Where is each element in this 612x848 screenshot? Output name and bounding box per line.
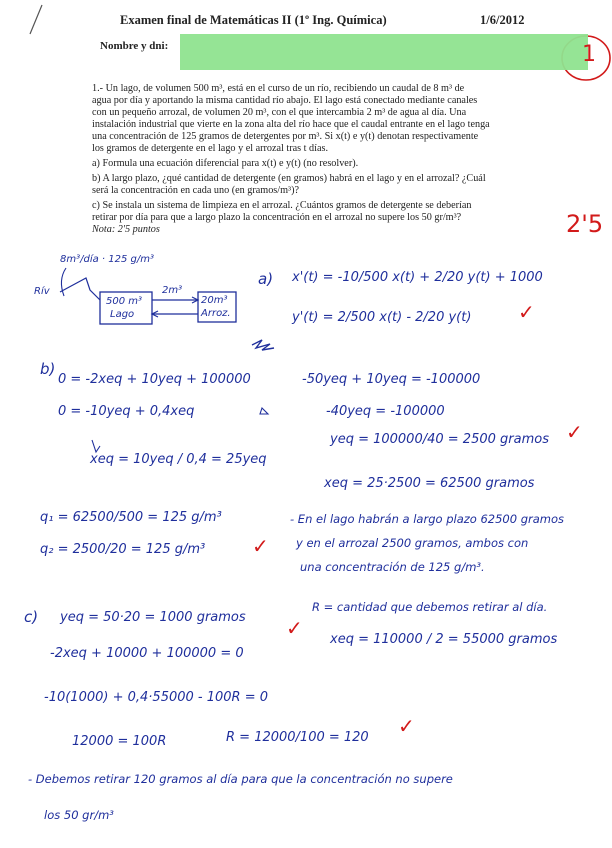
name-label: Nombre y dni: — [100, 40, 169, 52]
inflow-label: 8m³/día · 125 g/m³ — [60, 254, 155, 265]
paddy-name: Arroz. — [201, 308, 231, 319]
part-b-line3: xeq = 10yeq / 0,4 = 25yeq — [90, 452, 267, 467]
lake-name: Lago — [110, 309, 135, 320]
exam-title: Examen final de Matemáticas II (1º Ing. Química) — [120, 13, 387, 27]
intro-line: una concentración de 125 gramos de detergentes por m³. Si x(t) e y(t) denotan respectivamente — [92, 131, 479, 142]
intro-line: con un pequeño arrozal, de volumen 20 m³, con el que intercambia 2 m³ de agua al día. Una — [92, 107, 467, 118]
part-a-eq1: x'(t) = -10/500 x(t) + 2/20 y(t) + 1000 — [292, 270, 543, 285]
part-b-summary3: una concentración de 125 g/m³. — [300, 560, 485, 574]
part-b-conc1: q₁ = 62500/500 = 125 g/m³ — [40, 510, 222, 525]
part-c-r-definition: R = cantidad que debemos retirar al día. — [312, 600, 548, 614]
part-c-line: c) Se instala un sistema de limpieza en el arrozal. ¿Cuántos gramos de detergente se deberían — [92, 200, 472, 211]
paddy-volume: 20m³ — [201, 295, 228, 306]
part-b-summary2: y en el arrozal 2500 gramos, ambos con — [296, 536, 529, 550]
note-text: Nota: 2'5 puntos — [92, 224, 160, 235]
part-c-summary1: - Debemos retirar 120 gramos al día para que la concentración no supere — [28, 772, 453, 786]
river-label: Rív — [34, 286, 50, 297]
part-b-label: b) — [40, 360, 56, 378]
part-a-label: a) — [258, 270, 274, 288]
part-c-summary2: los 50 gr/m³ — [44, 808, 114, 822]
margin-stroke — [30, 5, 42, 34]
part-c-xeq: xeq = 110000 / 2 = 55000 gramos — [330, 632, 558, 647]
part-c-result — [226, 730, 369, 745]
part-c-line5: R = 12000/100 = 120 — [226, 730, 369, 745]
part-b-conc2: q₂ = 2500/20 = 125 g/m³ — [40, 542, 206, 557]
intro-line: los gramos de detergente en el lago y el arrozal tras t días. — [92, 143, 329, 154]
part-b-right4: xeq = 25·2500 = 62500 gramos — [324, 476, 535, 491]
down-arrow — [92, 440, 100, 452]
part-b-line: b) A largo plazo, ¿qué cantidad de detergente (en gramos) habrá en el lago y en el arrozal? ¿Cuál — [92, 173, 486, 184]
problem-statement — [92, 83, 597, 236]
exam-date: 1/6/2012 — [480, 13, 525, 27]
part-c-label: c) — [24, 608, 39, 626]
check-mark: ✓ — [566, 420, 583, 444]
river-curve — [61, 268, 66, 296]
intro-line: instalación industrial que vierte en la zona alta del río hace que el caudal entrante en el lago tenga — [92, 119, 490, 130]
part-c-line4: 12000 = 100R — [72, 734, 167, 749]
intro-line: agua por día y aportando la misma cantidad río abajo. El lago está conectado mediante canales — [92, 95, 478, 106]
check-mark: ✓ — [398, 714, 415, 738]
triangle-mark — [260, 408, 268, 414]
part-b-line: será la concentración en cada uno (en gramos/m³)? — [92, 185, 299, 196]
part-c-line3: -10(1000) + 0,4·55000 - 100R = 0 — [44, 690, 269, 705]
check-mark: ✓ — [286, 616, 303, 640]
check-mark: ✓ — [518, 300, 535, 324]
part-b-right2: -40yeq = -100000 — [326, 404, 445, 419]
side-score: 2'5 — [566, 210, 604, 238]
check-mark: ✓ — [252, 534, 269, 558]
part-c-line1: yeq = 50·20 = 1000 gramos — [60, 610, 246, 625]
inflow-arrow — [60, 278, 100, 300]
score-circle-text: 1 — [582, 42, 596, 67]
part-b-line1: 0 = -2xeq + 10yeq + 100000 — [58, 372, 251, 387]
part-c-line: retirar por día para que a largo plazo la concentración en el arrozal no supere los 50 gr/m³? — [92, 212, 462, 223]
lake-volume: 500 m³ — [106, 296, 143, 307]
part-b-right3: yeq = 100000/40 = 2500 gramos — [330, 432, 549, 447]
exchange-label: 2m³ — [162, 285, 183, 296]
scribble-mark — [252, 340, 274, 350]
part-b-summary1: - En el lago habrán a largo plazo 62500 gramos — [290, 512, 565, 526]
intro-line: 1.- Un lago, de volumen 500 m³, está en el curso de un río, recibiendo un caudal de 8 m³ de — [92, 83, 465, 94]
part-a-eq2: y'(t) = 2/500 x(t) - 2/20 y(t) — [292, 310, 472, 325]
part-a-text: a) Formula una ecuación diferencial para x(t) e y(t) (no resolver). — [92, 158, 359, 169]
part-b-right1: -50yeq + 10yeq = -100000 — [302, 372, 481, 387]
part-b-line2: 0 = -10yeq + 0,4xeq — [58, 404, 195, 419]
part-c-line2: -2xeq + 10000 + 100000 = 0 — [50, 646, 244, 661]
redaction-block — [180, 34, 588, 70]
